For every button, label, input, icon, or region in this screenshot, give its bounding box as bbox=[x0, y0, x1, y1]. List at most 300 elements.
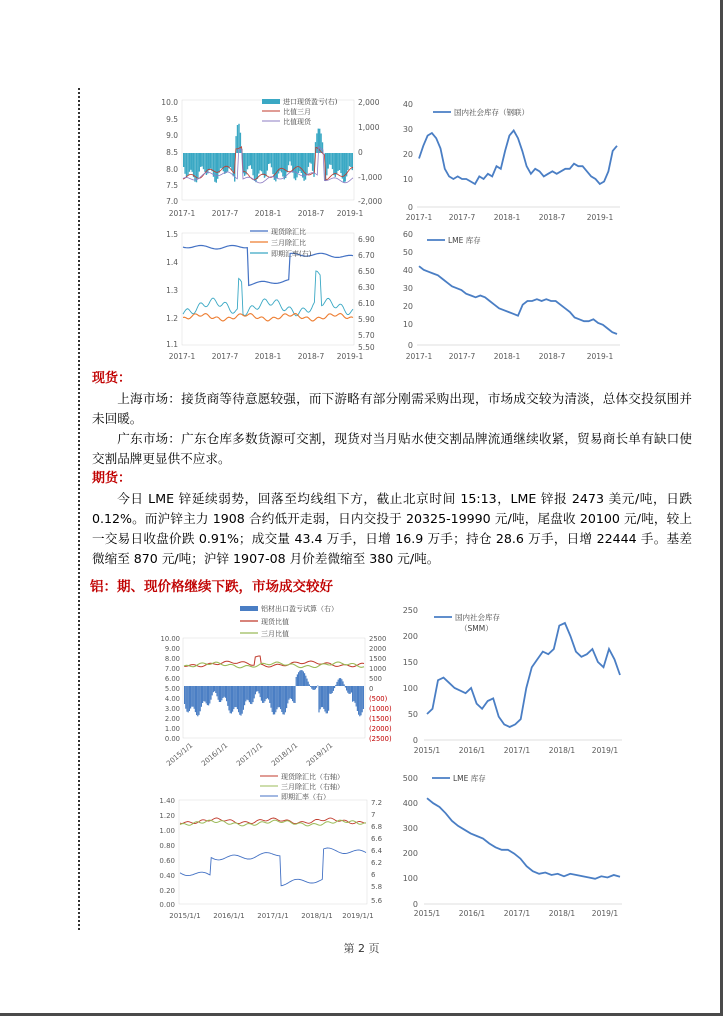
x-tick: 2015/1 bbox=[413, 909, 441, 918]
profit-bar bbox=[277, 153, 278, 178]
y-tick: 10 bbox=[402, 320, 413, 329]
zinc-import-ratio-chart bbox=[150, 95, 390, 220]
profit-bar bbox=[199, 153, 200, 172]
profit-bar bbox=[187, 153, 188, 176]
export-profit-bar bbox=[250, 686, 251, 704]
x-ticks bbox=[406, 352, 614, 361]
legend bbox=[260, 772, 344, 801]
domestic-stock-line bbox=[419, 131, 617, 185]
y-tick: 3.00 bbox=[164, 705, 180, 713]
export-profit-bar bbox=[304, 673, 305, 686]
plot-area bbox=[182, 100, 354, 200]
three-month-ratio-line bbox=[180, 820, 366, 826]
y-tick: 0 bbox=[407, 203, 413, 212]
legend-label: 即期汇率（右） bbox=[281, 793, 330, 801]
y-tick: 6.50 bbox=[358, 267, 375, 276]
profit-bar bbox=[340, 153, 341, 173]
three-month-ratio-line bbox=[183, 314, 353, 322]
profit-bar bbox=[216, 153, 217, 183]
export-profit-bar bbox=[276, 686, 277, 709]
export-profit-bar bbox=[238, 686, 239, 712]
export-profit-bar bbox=[230, 686, 231, 713]
y-tick: 40 bbox=[402, 266, 413, 275]
y-ticks bbox=[403, 100, 413, 212]
export-profit-bar bbox=[300, 670, 301, 686]
export-profit-bar bbox=[344, 684, 345, 686]
export-profit-bar bbox=[285, 686, 286, 712]
export-profit-bar bbox=[264, 686, 265, 701]
x-tick: 2017/1 bbox=[503, 746, 531, 755]
y-tick: 7 bbox=[371, 811, 376, 819]
export-profit-bar bbox=[269, 686, 270, 703]
zinc-domestic-stock-svg bbox=[395, 95, 635, 225]
export-profit-bar bbox=[201, 686, 202, 707]
profit-bar bbox=[286, 153, 287, 172]
y-tick: 250 bbox=[402, 606, 418, 615]
profit-bar bbox=[320, 134, 321, 154]
x-tick: 2019/1/1 bbox=[305, 741, 335, 768]
export-profit-bar bbox=[232, 686, 233, 712]
x-tick: 2019-1 bbox=[586, 213, 614, 222]
y-tick: 6 bbox=[371, 871, 376, 879]
profit-bar bbox=[336, 153, 337, 175]
export-profit-bar bbox=[261, 686, 262, 701]
export-profit-bar bbox=[231, 686, 232, 714]
al-lme-stock-svg bbox=[392, 768, 632, 923]
export-profit-bar bbox=[255, 686, 256, 694]
profit-bars bbox=[183, 124, 353, 183]
profit-bar bbox=[220, 153, 221, 168]
export-profit-bar bbox=[338, 680, 339, 686]
export-profit-bar bbox=[237, 686, 238, 709]
profit-bar bbox=[210, 153, 211, 169]
export-profit-bar bbox=[323, 686, 324, 709]
profit-bar bbox=[282, 153, 283, 177]
y-tick: 1.40 bbox=[159, 797, 175, 805]
profit-bar bbox=[211, 153, 212, 171]
y-tick: 7.5 bbox=[166, 181, 178, 190]
x-tick: 2018-7 bbox=[538, 352, 566, 361]
plot-area bbox=[182, 233, 354, 345]
profit-bar bbox=[186, 153, 187, 177]
legend-label: （SMM） bbox=[460, 624, 493, 633]
profit-bar bbox=[343, 153, 344, 182]
spot-heading: 现货： bbox=[92, 371, 132, 386]
x-tick: 2017/1/1 bbox=[235, 741, 265, 768]
al-export-ratio-chart bbox=[145, 600, 392, 768]
export-profit-bar bbox=[234, 686, 235, 707]
y-left-ticks bbox=[161, 98, 178, 206]
export-profit-bar bbox=[330, 686, 331, 694]
legend-label: 即期汇率(右) bbox=[271, 250, 312, 258]
profit-bar bbox=[333, 153, 334, 175]
export-profit-bar bbox=[257, 686, 258, 691]
y-tick: 5.90 bbox=[358, 315, 375, 324]
y-tick: 500 bbox=[369, 675, 382, 683]
export-profit-bar bbox=[346, 686, 347, 691]
export-profit-bar bbox=[252, 686, 253, 702]
export-profit-bar bbox=[286, 686, 287, 708]
profit-bar bbox=[194, 153, 195, 182]
profit-bar bbox=[231, 153, 232, 170]
x-tick: 2016/1/1 bbox=[213, 912, 245, 920]
export-profit-bar bbox=[210, 686, 211, 700]
export-profit-bar bbox=[240, 686, 241, 716]
x-tick: 2017/1 bbox=[503, 909, 531, 918]
export-profit-bar bbox=[332, 686, 333, 693]
y-tick: 300 bbox=[402, 824, 418, 833]
profit-bar bbox=[184, 153, 185, 174]
export-profit-bar bbox=[333, 686, 334, 691]
profit-bar bbox=[227, 153, 228, 171]
y-tick: 0 bbox=[412, 736, 418, 745]
x-tick: 2018/1 bbox=[548, 909, 576, 918]
x-tick: 2017-7 bbox=[448, 213, 476, 222]
legend bbox=[250, 227, 312, 258]
export-profit-bar bbox=[340, 678, 341, 686]
export-profit-bar bbox=[242, 686, 243, 714]
export-profit-bar bbox=[224, 686, 225, 697]
lme-stock-line bbox=[419, 266, 617, 334]
export-profit-bar bbox=[262, 686, 263, 703]
export-profit-bar bbox=[219, 686, 220, 702]
profit-bar bbox=[271, 153, 272, 167]
profit-bar bbox=[306, 153, 307, 174]
export-profit-bar bbox=[318, 686, 319, 712]
legend-label: LME 库存 bbox=[448, 236, 481, 245]
x-tick: 2016/1 bbox=[458, 746, 486, 755]
export-profit-bar bbox=[284, 686, 285, 715]
legend bbox=[240, 604, 338, 638]
y-tick: 10.00 bbox=[160, 635, 180, 643]
y-tick: 5.50 bbox=[358, 343, 375, 352]
y-tick: 20 bbox=[402, 302, 413, 311]
x-tick: 2017-7 bbox=[211, 209, 239, 218]
profit-bar bbox=[272, 153, 273, 174]
export-profit-bar bbox=[296, 677, 297, 686]
legend bbox=[427, 235, 481, 245]
x-tick: 2016/1 bbox=[458, 909, 486, 918]
y-tick: 8.5 bbox=[166, 148, 178, 157]
y-tick: 30 bbox=[402, 284, 413, 293]
x-tick: 2019-1 bbox=[336, 352, 364, 361]
profit-bar bbox=[326, 153, 327, 175]
y-tick: 8.00 bbox=[164, 655, 180, 663]
profit-bar bbox=[265, 153, 266, 176]
export-profit-bar bbox=[212, 686, 213, 695]
profit-bar bbox=[339, 153, 340, 170]
x-ticks bbox=[406, 213, 614, 222]
export-profit-bar bbox=[185, 686, 186, 709]
export-profit-bar bbox=[228, 686, 229, 710]
profit-bar bbox=[214, 153, 215, 182]
y-tick: 400 bbox=[402, 799, 418, 808]
y-left-ticks bbox=[166, 230, 178, 349]
export-profit-bar bbox=[236, 686, 237, 707]
legend-label: 三月除汇比（右轴） bbox=[281, 783, 344, 791]
zinc-import-ratio-svg bbox=[150, 95, 390, 220]
y-tick: 0.20 bbox=[159, 887, 175, 895]
export-profit-bar bbox=[335, 685, 336, 686]
y-ticks bbox=[403, 230, 413, 350]
legend-label: 现货除汇比（右轴） bbox=[281, 773, 344, 781]
x-tick: 2017/1/1 bbox=[257, 912, 289, 920]
profit-bar bbox=[201, 153, 202, 166]
legend bbox=[434, 612, 500, 633]
profit-bar bbox=[189, 153, 190, 172]
export-profit-bar bbox=[291, 686, 292, 699]
profit-bar bbox=[193, 153, 194, 177]
export-profit-bar bbox=[200, 686, 201, 711]
y-tick: 50 bbox=[402, 248, 413, 257]
y-tick: 1.00 bbox=[159, 827, 175, 835]
y-tick: (1000) bbox=[369, 705, 392, 713]
profit-bar bbox=[291, 153, 292, 166]
y-tick: 9.5 bbox=[166, 115, 178, 124]
export-profit-bar bbox=[336, 682, 337, 686]
export-profit-bar bbox=[356, 686, 357, 707]
export-profit-bar bbox=[287, 686, 288, 703]
export-profit-bar bbox=[290, 686, 291, 698]
profit-bar bbox=[284, 153, 285, 179]
export-profit-bar bbox=[311, 686, 312, 689]
y-tick: 0 bbox=[358, 148, 363, 157]
spot-ratio-line bbox=[183, 271, 353, 316]
export-profit-bar bbox=[362, 686, 363, 712]
y-tick: 1,000 bbox=[358, 123, 380, 132]
profit-bar bbox=[303, 153, 304, 181]
profit-bar bbox=[345, 153, 346, 182]
export-profit-bar bbox=[293, 686, 294, 703]
profit-bar bbox=[330, 153, 331, 165]
x-tick: 2018-7 bbox=[297, 209, 325, 218]
x-tick: 2018-1 bbox=[493, 213, 521, 222]
al-fx-ratio-svg bbox=[145, 768, 390, 928]
profit-bar bbox=[268, 153, 269, 164]
zinc-commentary bbox=[92, 369, 692, 569]
export-profit-bar bbox=[316, 686, 317, 688]
y-tick: 0.00 bbox=[164, 735, 180, 743]
profit-bar bbox=[209, 153, 210, 170]
y-tick: 0 bbox=[412, 900, 418, 909]
al-export-ratio-svg bbox=[145, 600, 392, 768]
export-profit-bar bbox=[215, 686, 216, 693]
export-profit-bar bbox=[310, 686, 311, 687]
export-profit-bar bbox=[188, 686, 189, 712]
export-profit-bar bbox=[203, 686, 204, 701]
export-profit-bar bbox=[347, 686, 348, 693]
margin-dotted-line bbox=[78, 88, 80, 930]
x-tick: 2015/1/1 bbox=[165, 741, 195, 768]
export-profit-bar bbox=[339, 678, 340, 686]
export-profit-bar bbox=[220, 686, 221, 702]
x-tick: 2019-1 bbox=[586, 352, 614, 361]
export-profit-bar bbox=[345, 686, 346, 688]
profit-bar bbox=[329, 153, 330, 165]
export-profit-bar bbox=[258, 686, 259, 693]
export-profit-bar bbox=[324, 686, 325, 712]
export-profit-bar bbox=[363, 686, 364, 709]
export-profit-bar bbox=[292, 686, 293, 701]
al-domestic-stock-chart bbox=[392, 600, 632, 760]
legend bbox=[432, 773, 486, 783]
profit-bar bbox=[289, 153, 290, 161]
y-tick: 1.20 bbox=[159, 812, 175, 820]
y-tick: 100 bbox=[402, 684, 418, 693]
export-profit-bar bbox=[243, 686, 244, 710]
export-profit-bar bbox=[321, 686, 322, 707]
y-tick: 0.80 bbox=[159, 842, 175, 850]
profit-bar bbox=[244, 153, 245, 176]
export-profit-bar bbox=[260, 686, 261, 697]
page-footer: 第 2 页 bbox=[343, 942, 380, 955]
legend-label: 国内社会库存 bbox=[455, 613, 500, 622]
y-tick: 6.00 bbox=[164, 675, 180, 683]
profit-bar bbox=[294, 153, 295, 179]
profit-bar bbox=[347, 153, 348, 170]
export-profit-bar bbox=[315, 686, 316, 689]
export-profit-bar bbox=[233, 686, 234, 709]
y-tick: 9.00 bbox=[164, 645, 180, 653]
profit-bar bbox=[302, 153, 303, 178]
legend-label: 比值现货 bbox=[283, 118, 311, 126]
export-profit-bar bbox=[207, 686, 208, 705]
export-profit-bar bbox=[275, 686, 276, 712]
export-profit-bar bbox=[320, 686, 321, 709]
legend-label: 比值三月 bbox=[283, 108, 311, 116]
spot-guangdong-paragraph: 广东市场：广东仓库多数货源可交割，现货对当月贴水使交割品牌流通继续收紧，贸易商长单有缺口使交割品牌更显供不应求。 bbox=[92, 431, 692, 466]
export-profit-bar bbox=[226, 686, 227, 701]
profit-bar bbox=[217, 153, 218, 179]
export-profit-bar bbox=[214, 686, 215, 691]
export-profit-bar bbox=[327, 686, 328, 713]
spot-ratio-line bbox=[184, 656, 364, 667]
export-profit-bar bbox=[360, 686, 361, 715]
aluminium-section-title: 铝：期、现价格继续下跌，市场成交较好 bbox=[90, 579, 333, 595]
y-tick: -1,000 bbox=[358, 173, 383, 182]
zinc-domestic-stock-chart bbox=[395, 95, 635, 225]
y-tick: 6.70 bbox=[358, 251, 375, 260]
export-profit-bar bbox=[186, 686, 187, 712]
x-ticks bbox=[414, 909, 619, 918]
profit-bar bbox=[224, 153, 225, 174]
y-tick: 0 bbox=[407, 341, 413, 350]
export-profit-bar bbox=[270, 686, 271, 708]
export-profit-bar bbox=[350, 686, 351, 694]
zinc-fx-ratio-chart bbox=[150, 225, 390, 365]
export-profit-bar bbox=[358, 686, 359, 715]
export-profit-bar bbox=[272, 686, 273, 712]
legend-label: 铝材出口盈亏试算（右） bbox=[261, 605, 338, 613]
profit-bar bbox=[251, 153, 252, 169]
x-tick: 2018-7 bbox=[297, 352, 325, 361]
profit-bar bbox=[349, 153, 350, 166]
export-profit-bar bbox=[197, 686, 198, 716]
x-ticks bbox=[169, 912, 373, 920]
profit-bar bbox=[254, 153, 255, 181]
y-tick: 5.6 bbox=[371, 897, 383, 905]
y-tick: 1500 bbox=[369, 655, 387, 663]
profit-bar bbox=[309, 153, 310, 163]
y-tick: 2000 bbox=[369, 645, 387, 653]
y-tick: 500 bbox=[402, 774, 418, 783]
profit-bar bbox=[267, 153, 268, 171]
y-tick: 150 bbox=[402, 658, 418, 667]
y-left-ticks bbox=[159, 797, 175, 909]
legend-swatch bbox=[262, 99, 280, 104]
y-tick: 6.30 bbox=[358, 283, 375, 292]
export-profit-bar bbox=[209, 686, 210, 704]
y-tick: 6.90 bbox=[358, 235, 375, 244]
x-tick: 2017-1 bbox=[168, 209, 196, 218]
export-profit-bar bbox=[294, 686, 295, 703]
profit-bar bbox=[230, 153, 231, 167]
export-profit-bar bbox=[245, 686, 246, 701]
export-profit-bar bbox=[341, 679, 342, 686]
export-profit-bar bbox=[249, 686, 250, 702]
x-tick: 2017-1 bbox=[168, 352, 196, 361]
profit-bar bbox=[312, 153, 313, 171]
y-tick: 1.3 bbox=[166, 286, 178, 295]
legend bbox=[433, 107, 529, 117]
export-profit-bar bbox=[216, 686, 217, 696]
export-profit-bar bbox=[190, 686, 191, 709]
export-profit-bar bbox=[184, 686, 185, 704]
profit-bar bbox=[261, 153, 262, 171]
profit-bar bbox=[213, 153, 214, 177]
export-profit-bar bbox=[191, 686, 192, 707]
export-profit-bar bbox=[308, 682, 309, 686]
profit-bar bbox=[311, 153, 312, 164]
profit-bar bbox=[337, 153, 338, 171]
export-profit-bar bbox=[357, 686, 358, 711]
profit-bar bbox=[288, 153, 289, 165]
export-profit-bar bbox=[266, 686, 267, 699]
y-tick: 1.00 bbox=[164, 725, 180, 733]
al-domestic-stock-svg bbox=[392, 600, 632, 760]
x-tick: 2015/1 bbox=[413, 746, 441, 755]
y-tick: 5.70 bbox=[358, 331, 375, 340]
export-profit-bar bbox=[198, 686, 199, 715]
x-tick: 2018/1 bbox=[548, 746, 576, 755]
y-tick: 10 bbox=[402, 175, 413, 184]
y-tick: 1000 bbox=[369, 665, 387, 673]
profit-bar bbox=[228, 153, 229, 168]
profit-bar bbox=[257, 153, 258, 179]
profit-bar bbox=[298, 153, 299, 173]
futures-heading: 期货： bbox=[92, 471, 132, 486]
export-profit-bar bbox=[354, 686, 355, 703]
legend-label: LME 库存 bbox=[453, 774, 486, 783]
profit-bar bbox=[221, 153, 222, 168]
export-profit-bar bbox=[246, 686, 247, 700]
export-profit-bar bbox=[329, 686, 330, 694]
export-profit-bar bbox=[314, 686, 315, 690]
export-profit-bar bbox=[221, 686, 222, 700]
y-tick: 7.00 bbox=[164, 665, 180, 673]
export-profit-bar bbox=[254, 686, 255, 698]
y-right-ticks bbox=[371, 799, 383, 905]
domestic-stock-line bbox=[427, 623, 620, 727]
export-profit-bar bbox=[302, 670, 303, 686]
y-tick: 40 bbox=[402, 100, 413, 109]
profit-bar bbox=[255, 153, 256, 182]
y-ticks bbox=[403, 774, 418, 909]
spot-fx-line bbox=[180, 848, 366, 886]
profit-bar bbox=[350, 153, 351, 167]
profit-bar bbox=[245, 153, 246, 175]
y-tick: 5.8 bbox=[371, 883, 383, 891]
